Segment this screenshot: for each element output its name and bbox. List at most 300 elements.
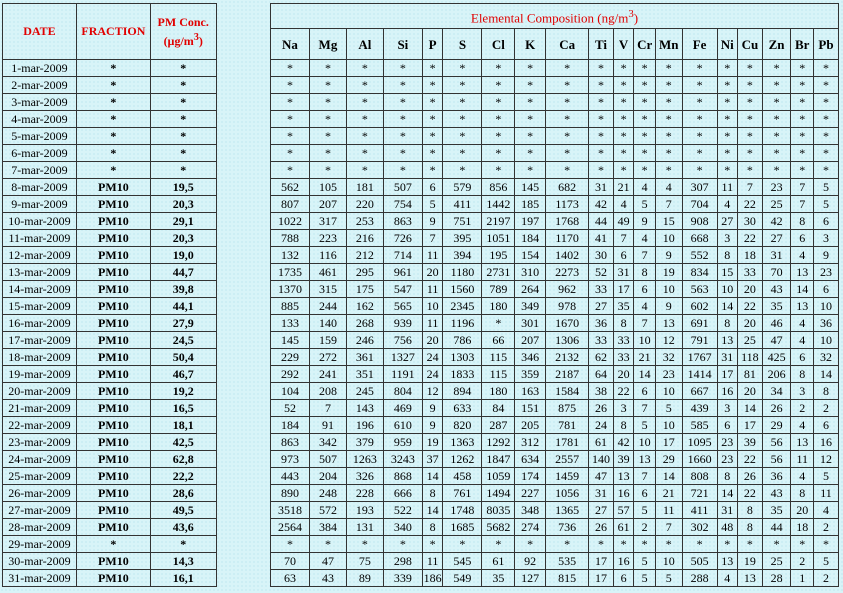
element-value-cell: 23 [717, 434, 738, 451]
element-value-cell: 145 [515, 179, 546, 196]
spacer-cell [216, 536, 270, 553]
element-value-cell: 9 [422, 400, 443, 417]
element-value-cell: 7 [791, 179, 814, 196]
element-value-cell: 33 [589, 332, 614, 349]
element-value-cell: 295 [346, 264, 383, 281]
element-value-cell: 35 [482, 570, 515, 587]
date-cell: 9-mar-2009 [3, 196, 77, 213]
date-cell: 18-mar-2009 [3, 349, 77, 366]
element-value-cell: * [383, 111, 422, 128]
element-value-cell: 754 [383, 196, 422, 213]
fraction-cell: * [76, 162, 150, 179]
element-value-cell: 1670 [546, 315, 589, 332]
element-value-cell: 5 [655, 570, 682, 587]
element-value-cell: * [791, 162, 814, 179]
spacer-cell [216, 162, 270, 179]
element-value-cell: 1402 [546, 247, 589, 264]
table-row [3, 247, 839, 264]
element-value-cell: 20 [422, 264, 443, 281]
element-value-cell: * [682, 536, 717, 553]
table-row [3, 128, 839, 145]
element-value-cell: 7 [634, 400, 656, 417]
element-value-cell: * [738, 145, 763, 162]
pm-conc-cell: * [150, 111, 216, 128]
element-value-cell: * [682, 162, 717, 179]
element-value-cell: 2 [814, 519, 839, 536]
element-value-cell: 36 [589, 315, 614, 332]
element-header-v: V [613, 29, 634, 60]
element-value-cell: * [482, 60, 515, 77]
spacer-cell [216, 468, 270, 485]
element-value-cell: 1768 [546, 213, 589, 230]
date-cell: 20-mar-2009 [3, 383, 77, 400]
element-value-cell: 1363 [443, 434, 482, 451]
element-header-zn: Zn [762, 29, 791, 60]
element-value-cell: * [589, 77, 614, 94]
element-value-cell: 27 [717, 213, 738, 230]
element-value-cell: 714 [383, 247, 422, 264]
element-value-cell: 207 [309, 196, 346, 213]
element-value-cell: 8 [791, 485, 814, 502]
table-row [3, 315, 839, 332]
element-value-cell: 180 [482, 383, 515, 400]
date-cell: 26-mar-2009 [3, 485, 77, 502]
element-value-cell: 18 [738, 247, 763, 264]
fraction-cell: PM10 [76, 315, 150, 332]
element-value-cell: 469 [383, 400, 422, 417]
element-value-cell: 959 [383, 434, 422, 451]
element-value-cell: * [613, 536, 634, 553]
element-value-cell: * [634, 536, 656, 553]
pm-conc-cell: 27,9 [150, 315, 216, 332]
element-value-cell: 6 [634, 485, 656, 502]
spacer-cell [216, 77, 270, 94]
element-value-cell: * [791, 77, 814, 94]
element-value-cell: * [791, 111, 814, 128]
table-row [3, 366, 839, 383]
element-value-cell: 205 [515, 417, 546, 434]
element-value-cell: 634 [515, 451, 546, 468]
element-value-cell: 8 [717, 315, 738, 332]
element-value-cell: * [762, 111, 791, 128]
element-value-cell: * [422, 536, 443, 553]
spacer-cell [216, 213, 270, 230]
element-value-cell: 6 [791, 349, 814, 366]
element-header-br: Br [791, 29, 814, 60]
element-value-cell: * [546, 128, 589, 145]
element-value-cell: 43 [309, 570, 346, 587]
element-value-cell: 1748 [443, 502, 482, 519]
spacer-cell [216, 315, 270, 332]
element-value-cell: 37 [422, 451, 443, 468]
spacer-cell [216, 281, 270, 298]
element-value-cell: 104 [270, 383, 309, 400]
element-value-cell: 61 [482, 553, 515, 570]
element-value-cell: * [270, 77, 309, 94]
fraction-cell: PM10 [76, 434, 150, 451]
element-value-cell: 14 [814, 366, 839, 383]
spacer-cell [216, 128, 270, 145]
element-value-cell: * [515, 77, 546, 94]
fraction-cell: PM10 [76, 383, 150, 400]
element-value-cell: 1 [791, 570, 814, 587]
element-value-cell: * [762, 60, 791, 77]
element-value-cell: * [270, 111, 309, 128]
element-value-cell: 14 [717, 298, 738, 315]
element-value-cell: 804 [383, 383, 422, 400]
table-row [3, 60, 839, 77]
element-value-cell: 425 [762, 349, 791, 366]
element-value-cell: * [515, 128, 546, 145]
element-value-cell: 585 [682, 417, 717, 434]
element-value-cell: 8 [422, 519, 443, 536]
element-value-cell: * [383, 60, 422, 77]
element-value-cell: 1196 [443, 315, 482, 332]
element-value-cell: * [762, 145, 791, 162]
date-cell: 12-mar-2009 [3, 247, 77, 264]
element-value-cell: 204 [309, 468, 346, 485]
spacer-cell [216, 179, 270, 196]
element-value-cell: 4 [814, 502, 839, 519]
element-value-cell: 2197 [482, 213, 515, 230]
date-cell: 21-mar-2009 [3, 400, 77, 417]
spacer-cell [216, 400, 270, 417]
element-value-cell: * [546, 60, 589, 77]
element-value-cell: 522 [383, 502, 422, 519]
element-value-cell: 6 [814, 213, 839, 230]
element-value-cell: * [443, 111, 482, 128]
element-value-cell: 174 [515, 468, 546, 485]
element-header-mg: Mg [309, 29, 346, 60]
element-value-cell: * [634, 162, 656, 179]
element-value-cell: 17 [655, 434, 682, 451]
element-value-cell: 52 [270, 400, 309, 417]
element-value-cell: * [613, 94, 634, 111]
element-value-cell: 2731 [482, 264, 515, 281]
element-value-cell: 39 [738, 434, 763, 451]
element-value-cell: 563 [682, 281, 717, 298]
element-value-cell: * [613, 111, 634, 128]
elemental-composition-table [2, 3, 839, 587]
element-value-cell: 298 [383, 553, 422, 570]
element-value-cell: * [717, 536, 738, 553]
element-value-cell: 207 [515, 332, 546, 349]
element-value-cell: 1414 [682, 366, 717, 383]
table-row [3, 196, 839, 213]
element-value-cell: 26 [589, 519, 614, 536]
element-value-cell: 14 [422, 502, 443, 519]
element-value-cell: * [383, 145, 422, 162]
table-row [3, 536, 839, 553]
element-value-cell: * [422, 77, 443, 94]
element-value-cell: * [613, 128, 634, 145]
element-header-pb: Pb [814, 29, 839, 60]
element-value-cell: 549 [443, 570, 482, 587]
element-value-cell: 20 [738, 281, 763, 298]
element-value-cell: 10 [634, 332, 656, 349]
spacer-cell [216, 519, 270, 536]
date-cell: 13-mar-2009 [3, 264, 77, 281]
element-value-cell: * [309, 77, 346, 94]
element-value-cell: 6 [791, 230, 814, 247]
element-value-cell: * [634, 128, 656, 145]
pm-conc-cell: 22,2 [150, 468, 216, 485]
table-row [3, 349, 839, 366]
table-row [3, 400, 839, 417]
element-value-cell: 39 [613, 451, 634, 468]
element-value-cell: * [422, 94, 443, 111]
element-value-cell: 7 [422, 230, 443, 247]
element-value-cell: 42 [613, 434, 634, 451]
element-value-cell: 361 [346, 349, 383, 366]
element-value-cell: 411 [443, 196, 482, 213]
spacer-cell [216, 451, 270, 468]
element-value-cell: * [383, 162, 422, 179]
element-value-cell: 84 [482, 400, 515, 417]
element-value-cell: 339 [383, 570, 422, 587]
element-value-cell: 159 [309, 332, 346, 349]
element-value-cell: 14 [634, 366, 656, 383]
date-cell: 5-mar-2009 [3, 128, 77, 145]
date-cell: 3-mar-2009 [3, 94, 77, 111]
element-value-cell: 346 [515, 349, 546, 366]
element-value-cell: 1833 [443, 366, 482, 383]
element-value-cell: 61 [613, 519, 634, 536]
fraction-cell: PM10 [76, 400, 150, 417]
table-row [3, 111, 839, 128]
element-value-cell: 26 [738, 468, 763, 485]
table-row [3, 162, 839, 179]
table-row [3, 94, 839, 111]
element-value-cell: 13 [791, 264, 814, 281]
element-value-cell: * [270, 536, 309, 553]
element-value-cell: 180 [482, 298, 515, 315]
element-value-cell: * [270, 60, 309, 77]
element-value-cell: 33 [589, 281, 614, 298]
element-value-cell: 13 [738, 570, 763, 587]
element-value-cell: 7 [634, 247, 656, 264]
element-header-ca: Ca [546, 29, 589, 60]
element-value-cell: * [346, 94, 383, 111]
fraction-cell: PM10 [76, 451, 150, 468]
pm-conc-cell: 42,5 [150, 434, 216, 451]
element-value-cell: * [443, 94, 482, 111]
element-value-cell: * [309, 111, 346, 128]
element-value-cell: 863 [270, 434, 309, 451]
element-value-cell: 342 [309, 434, 346, 451]
element-value-cell: * [634, 145, 656, 162]
element-value-cell: 133 [270, 315, 309, 332]
element-value-cell: 7 [634, 315, 656, 332]
element-value-cell: 36 [814, 315, 839, 332]
element-value-cell: 11 [422, 315, 443, 332]
element-value-cell: 395 [443, 230, 482, 247]
element-value-cell: 14 [422, 468, 443, 485]
element-value-cell: * [655, 60, 682, 77]
element-value-cell: 27 [762, 230, 791, 247]
element-value-cell: 547 [383, 281, 422, 298]
date-cell: 16-mar-2009 [3, 315, 77, 332]
element-value-cell: * [655, 128, 682, 145]
element-value-cell: 227 [515, 485, 546, 502]
element-value-cell: * [634, 111, 656, 128]
element-value-cell: * [589, 128, 614, 145]
element-value-cell: 439 [682, 400, 717, 417]
element-value-cell: * [589, 536, 614, 553]
element-value-cell: 25 [762, 553, 791, 570]
element-value-cell: * [422, 162, 443, 179]
element-value-cell: 32 [814, 349, 839, 366]
element-value-cell: 856 [482, 179, 515, 196]
element-value-cell: * [791, 536, 814, 553]
element-value-cell: 890 [270, 485, 309, 502]
element-value-cell: 193 [346, 502, 383, 519]
element-value-cell: 552 [682, 247, 717, 264]
pm-conc-cell: 24,5 [150, 332, 216, 349]
element-value-cell: 21 [634, 349, 656, 366]
table-row [3, 502, 839, 519]
element-value-cell: 10 [655, 281, 682, 298]
element-value-cell: * [309, 162, 346, 179]
element-value-cell: 9 [634, 213, 656, 230]
element-value-cell: 35 [762, 298, 791, 315]
element-value-cell: 6 [634, 383, 656, 400]
element-value-cell: 30 [589, 247, 614, 264]
element-value-cell: 44 [589, 213, 614, 230]
element-value-cell: 264 [515, 281, 546, 298]
element-value-cell: 24 [589, 417, 614, 434]
pm-conc-label: PM Conc. [157, 14, 209, 29]
element-value-cell: * [422, 111, 443, 128]
element-value-cell: * [655, 111, 682, 128]
element-header-cr: Cr [634, 29, 656, 60]
element-value-cell: 17 [589, 570, 614, 587]
table-body [3, 60, 839, 587]
element-value-cell: 272 [309, 349, 346, 366]
element-value-cell: 315 [309, 281, 346, 298]
element-value-cell: 326 [346, 468, 383, 485]
element-header-ni: Ni [717, 29, 738, 60]
element-value-cell: * [482, 315, 515, 332]
element-value-cell: 64 [589, 366, 614, 383]
element-value-cell: 5 [422, 196, 443, 213]
element-value-cell: 602 [682, 298, 717, 315]
pm-conc-cell: * [150, 94, 216, 111]
element-value-cell: 5 [814, 179, 839, 196]
element-value-cell: * [814, 111, 839, 128]
element-value-cell: 885 [270, 298, 309, 315]
element-value-cell: 6 [634, 281, 656, 298]
element-value-cell: 359 [515, 366, 546, 383]
date-cell: 14-mar-2009 [3, 281, 77, 298]
date-cell: 22-mar-2009 [3, 417, 77, 434]
element-value-cell: * [482, 145, 515, 162]
fraction-cell: PM10 [76, 349, 150, 366]
element-value-cell: 349 [515, 298, 546, 315]
element-value-cell: * [443, 128, 482, 145]
date-cell: 17-mar-2009 [3, 332, 77, 349]
pm-conc-cell: 19,0 [150, 247, 216, 264]
element-value-cell: 786 [443, 332, 482, 349]
element-value-cell: 46 [762, 315, 791, 332]
element-value-cell: * [814, 94, 839, 111]
table-row [3, 383, 839, 400]
element-value-cell: * [682, 111, 717, 128]
element-value-cell: 42 [589, 196, 614, 213]
element-value-cell: * [346, 111, 383, 128]
element-value-cell: 1292 [482, 434, 515, 451]
element-value-cell: 20 [738, 383, 763, 400]
element-header-cl: Cl [482, 29, 515, 60]
element-value-cell: 908 [682, 213, 717, 230]
element-value-cell: 11 [814, 485, 839, 502]
element-value-cell: * [515, 60, 546, 77]
date-cell: 4-mar-2009 [3, 111, 77, 128]
element-value-cell: 4 [634, 298, 656, 315]
element-value-cell: * [655, 162, 682, 179]
table-row [3, 485, 839, 502]
table-row [3, 553, 839, 570]
element-value-cell: 11 [422, 281, 443, 298]
element-value-cell: 3 [717, 230, 738, 247]
element-value-cell: 29 [655, 451, 682, 468]
element-header-p: P [422, 29, 443, 60]
date-cell: 15-mar-2009 [3, 298, 77, 315]
element-value-cell: * [791, 60, 814, 77]
spacer-cell [216, 94, 270, 111]
element-header-si: Si [383, 29, 422, 60]
element-value-cell: * [613, 162, 634, 179]
element-value-cell: 761 [443, 485, 482, 502]
element-value-cell: * [655, 77, 682, 94]
element-value-cell: 48 [717, 519, 738, 536]
element-value-cell: 1022 [270, 213, 309, 230]
spacer-cell [216, 111, 270, 128]
element-value-cell: 7 [655, 196, 682, 213]
element-value-cell: 195 [482, 247, 515, 264]
element-value-cell: 1767 [682, 349, 717, 366]
element-value-cell: 11 [791, 451, 814, 468]
element-value-cell: 22 [738, 451, 763, 468]
element-value-cell: 228 [346, 485, 383, 502]
element-value-cell: 5682 [482, 519, 515, 536]
element-value-cell: 820 [443, 417, 482, 434]
element-value-cell: 8 [422, 485, 443, 502]
pm-conc-cell: * [150, 536, 216, 553]
pm-conc-cell: 44,7 [150, 264, 216, 281]
element-value-cell: * [546, 536, 589, 553]
element-value-cell: * [309, 145, 346, 162]
element-value-cell: 3518 [270, 502, 309, 519]
element-value-cell: 5 [814, 468, 839, 485]
element-value-cell: 92 [515, 553, 546, 570]
pm-conc-cell: 44,1 [150, 298, 216, 315]
element-value-cell: 10 [422, 298, 443, 315]
element-value-cell: 20 [613, 366, 634, 383]
element-value-cell: 834 [682, 264, 717, 281]
spacer-cell [216, 434, 270, 451]
element-value-cell: 8 [613, 417, 634, 434]
element-value-cell: 5 [634, 196, 656, 213]
fraction-cell: PM10 [76, 502, 150, 519]
spacer-column-header [216, 4, 270, 60]
element-value-cell: * [383, 536, 422, 553]
spacer-cell [216, 417, 270, 434]
fraction-cell: PM10 [76, 468, 150, 485]
pm-conc-cell: * [150, 77, 216, 94]
element-value-cell: 11 [717, 179, 738, 196]
element-value-cell: * [682, 145, 717, 162]
